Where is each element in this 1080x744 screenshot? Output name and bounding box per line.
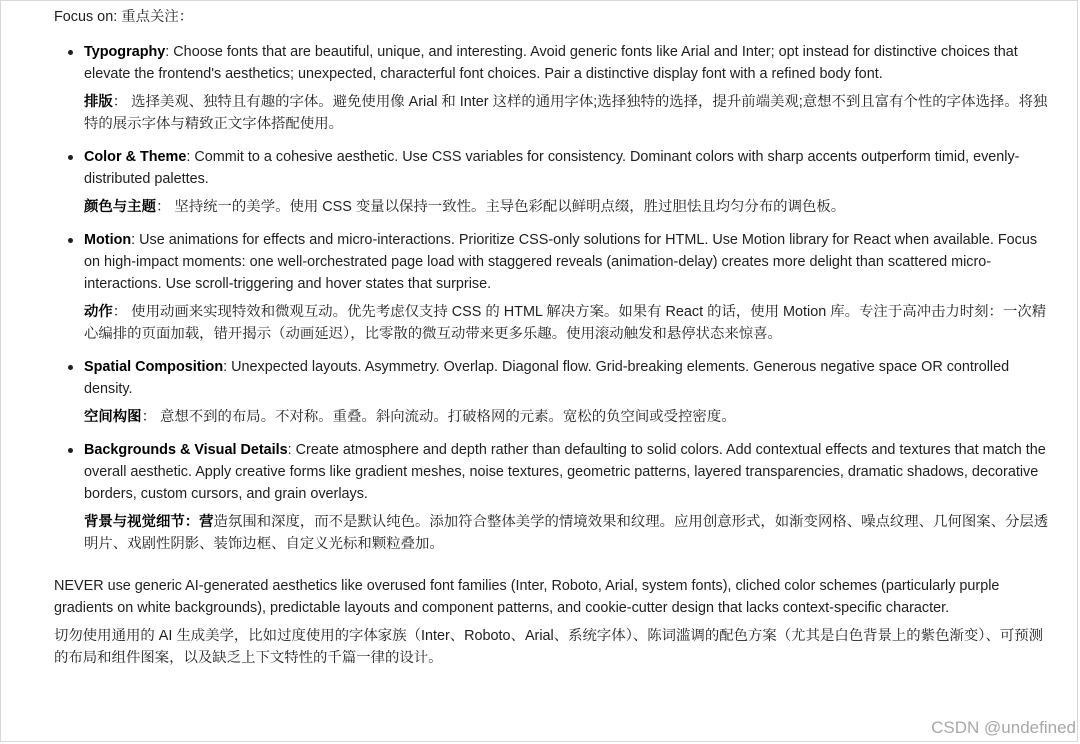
item-chinese: [84, 196, 1054, 218]
description-chinese: ： 意想不到的布局。不对称。重叠。斜向流动。打破格网的元素。宽松的负空间或受控密度。: [141, 409, 736, 425]
term-chinese: 背景与视觉细节：营: [84, 514, 214, 530]
description-english: : Create atmosphere and depth rather than defaulting to solid colors. Add contextual effects and textures that match the overall aesthetic. Apply creative forms like gradient meshes, noise textures, geometric patterns, layered transparencies, dramatic shadows, decorative borders, custom cursors, and grain overlays.: [84, 442, 1046, 502]
description-chinese: 造氛围和深度，而不是默认纯色。添加符合整体美学的情境效果和纹理。应用创意形式，如渐变网格、噪点纹理、几何图案、分层透明片、戏剧性阴影、装饰边框、自定义光标和颗粒叠加。: [84, 514, 1049, 552]
never-paragraph-english: NEVER use generic AI-generated aesthetics like overused font families (Inter, Roboto, Arial, system fonts), cliched color schemes (particularly purple gradients on white backgrounds), predictable layouts and component patterns, and cookie-cutter design that lacks context-specific character.: [54, 578, 1000, 616]
bullet-icon: [68, 365, 73, 370]
description-chinese: ： 选择美观、独特且有趣的字体。避免使用像 Arial 和 Inter 这样的通用字体;选择独特的选择，提升前端美观;意想不到且富有个性的字体选择。将独特的展示字体与精致正文字体搭配使用。: [84, 94, 1048, 132]
never-paragraph-chinese: 切勿使用通用的 AI 生成美学，比如过度使用的字体家族（Inter、Roboto、Arial、系统字体）、陈词滥调的配色方案（尤其是白色背景上的紫色渐变）、可预测的布局和组件图案，以及缺乏上下文特性的千篇一律的设计。: [54, 628, 1044, 666]
guideline-list: [54, 41, 1054, 555]
term-english: Backgrounds & Visual Details: [84, 442, 288, 458]
bullet-icon: [68, 50, 73, 55]
item-english: [84, 41, 1054, 85]
description-chinese: ： 坚持统一的美学。使用 CSS 变量以保持一致性。主导色彩配以鲜明点缀，胜过胆怯且均匀分布的调色板。: [155, 199, 846, 215]
list-item-typography: [54, 41, 1054, 135]
item-chinese: [84, 91, 1054, 135]
term-chinese: 动作: [84, 304, 113, 320]
term-chinese: 排版: [84, 94, 113, 110]
bullet-icon: [68, 155, 73, 160]
document-body: [54, 6, 1054, 669]
term-english: Spatial Composition: [84, 359, 224, 375]
description-english: : Choose fonts that are beautiful, unique, and interesting. Avoid generic fonts like Arial and Inter; opt instead for distinctive choices that elevate the frontend's aesthetics; unexpected, characterful font choices. Pair a distinctive display font with a refined body font.: [84, 44, 1018, 82]
term-english: Color & Theme: [84, 149, 187, 165]
item-english: [84, 356, 1054, 400]
description-english: : Commit to a cohesive aesthetic. Use CSS variables for consistency. Dominant colors with sharp accents outperform timid, evenly-distributed palettes.: [84, 149, 1020, 187]
list-item-spatial-composition: [54, 356, 1054, 428]
item-english: [84, 146, 1054, 190]
item-chinese: [84, 406, 1054, 428]
bullet-icon: [68, 238, 73, 243]
term-english: Typography: [84, 44, 166, 60]
term-chinese: 颜色与主题: [84, 199, 156, 215]
term-english: Motion: [84, 232, 132, 248]
description-english: : Use animations for effects and micro-interactions. Prioritize CSS-only solutions for HTML. Use Motion library for React when available. Focus on high-impact moments: one well-orchestrated page load with staggered reveals (animation-delay) creates more delight than scattered micro-interactions. Use scroll-triggering and hover states that surprise.: [84, 232, 1038, 292]
item-chinese: [84, 511, 1054, 555]
csdn-watermark: CSDN @undefined: [931, 718, 1076, 737]
item-english: [84, 229, 1054, 295]
bullet-icon: [68, 448, 73, 453]
term-chinese: 空间构图: [84, 409, 142, 425]
description-chinese: ： 使用动画来实现特效和微观互动。优先考虑仅支持 CSS 的 HTML 解决方案。如果有 React 的话，使用 Motion 库。专注于高冲击力时刻：一次精心编排的页面加载，错开揭示（动画延迟），比零散的微互动带来更多乐趣。使用滚动触发和悬停状态来惊喜。: [84, 304, 1047, 342]
description-english: : Unexpected layouts. Asymmetry. Overlap. Diagonal flow. Grid-breaking elements. Generous negative space OR controlled density.: [84, 359, 1010, 397]
list-item-backgrounds-visual-details: [54, 439, 1054, 555]
list-item-color-theme: [54, 146, 1054, 218]
item-chinese: [84, 301, 1054, 345]
list-item-motion: [54, 229, 1054, 345]
focus-heading: Focus on: 重点关注：: [54, 9, 194, 25]
item-english: [84, 439, 1054, 505]
